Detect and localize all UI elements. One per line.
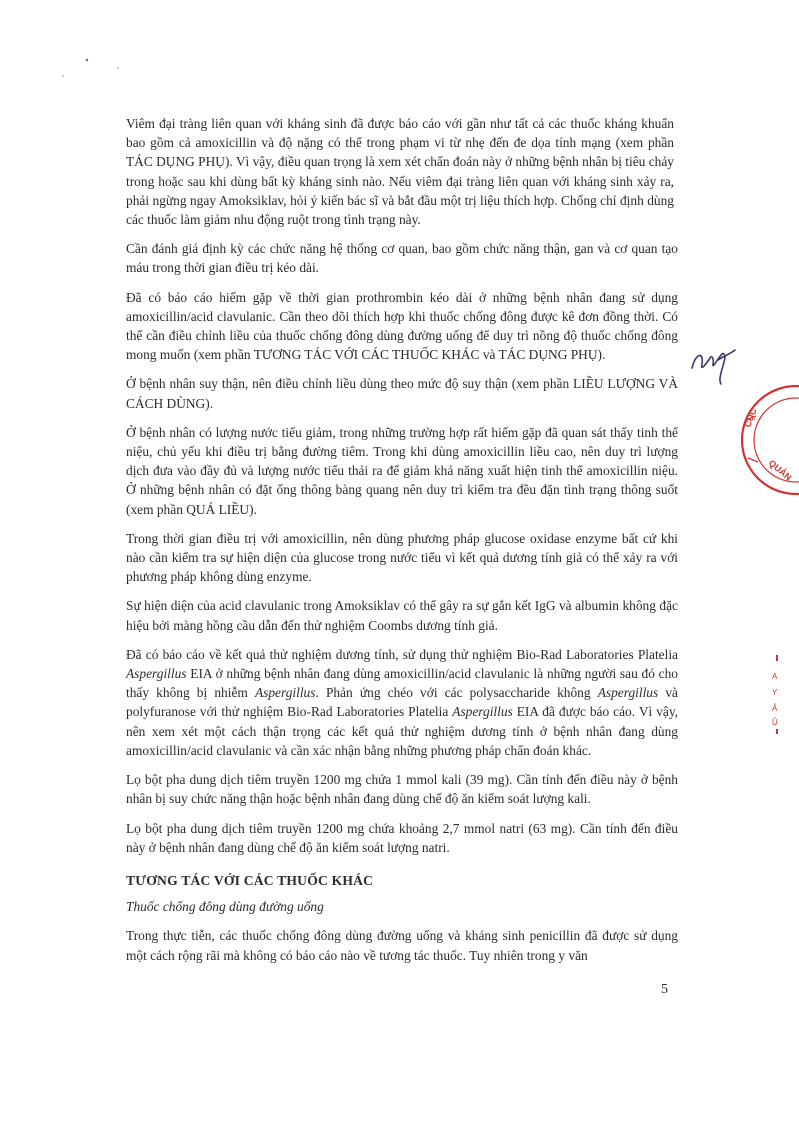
text-run: EIA ở những bệnh nhân đang dùng amoxicillin/acid clavulanic là những người sau đó cho thấy không bị nhiễm (126, 666, 678, 701)
document-body (126, 114, 678, 975)
italic-term: Aspergillus (452, 704, 513, 720)
italic-term: Aspergillus (126, 666, 187, 682)
svg-text:CỤC: CỤC (742, 406, 759, 429)
paragraph-aspergillus-test (126, 645, 678, 760)
paragraph-prothrombin: Đã có báo cáo hiếm gặp về thời gian prothrombin kéo dài ở những bệnh nhân đang sử dụng amoxicillin/acid clavulanic. Cần theo dõi thích hợp khi thuốc chống đông được kê đơn đồng thời. Có thể cần điều chỉnh liều của thuốc chống đông dùng đường uống để duy trì nồng độ thuốc chống đông mong muốn (xem phần TƯƠNG TÁC VỚI CÁC THUỐC KHÁC và TÁC DỤNG PHỤ). (126, 289, 678, 363)
text-run: và polyfuranose với thử nghiệm Bio-Rad Laboratories Platelia (126, 685, 678, 720)
paragraph-glucose-test: Trong thời gian điều trị với amoxicillin, nên dùng phương pháp glucose oxidase enzyme bất cứ khi nào cần kiểm tra sự hiện diện của glucose trong nước tiểu vì kết quả dương tính giả có thể xảy ra với phương pháp không dùng enzyme. (126, 530, 678, 585)
official-stamp (736, 380, 799, 505)
paragraph-anticoagulant-interaction: Trong thực tiễn, các thuốc chống đông dùng đường uống và kháng sinh penicillin đã được sử dụng một cách rộng rãi mà không có báo cáo nào về tương tác thuốc. Tuy nhiên trong y văn (126, 928, 678, 963)
paragraph-renal-impairment: Ở bệnh nhân suy thận, nên điều chỉnh liều dùng theo mức độ suy thận (xem phần LIỀU LƯỢNG VÀ CÁCH DÙNG). (126, 376, 678, 411)
margin-stamp-fragment (770, 655, 784, 740)
text-run: EIA đã được báo cáo. Vì vậy, nên xem xét một cách thận trọng các kết quả thử nghiệm dương tính ở bệnh nhân đang dùng amoxicillin/acid clavulanic và cần xác nhận bằng những phương pháp chẩn đoán khác. (126, 704, 678, 758)
paragraph-colitis: Viêm đại tràng liên quan với kháng sinh đã được báo cáo với gần như tất cả các thuốc kháng khuẩn bao gồm cả amoxicillin và độ nặng có thể trong phạm vi từ nhẹ đến đe dọa tính mạng (xem phần TÁC DỤNG PHỤ). Vì vậy, điều quan trọng là xem xét chẩn đoán này ở những bệnh nhân bị tiêu chảy trong hoặc sau khi dùng bất kỳ kháng sinh nào. Nếu viêm đại tràng liên quan với kháng sinh xảy ra, phải ngừng ngay Amoksiklav, hỏi ý kiến bác sĩ và bắt đầu một trị liệu thích hợp. Chống chỉ định dùng các thuốc làm giảm nhu động ruột trong tình trạng này. (126, 116, 674, 228)
italic-term: Aspergillus (254, 685, 316, 701)
svg-text:QUẢN: QUẢN (766, 457, 794, 483)
page-number: 5 (661, 982, 668, 997)
handwritten-signature (688, 338, 738, 391)
paragraph-potassium: Lọ bột pha dung dịch tiêm truyền 1200 mg chứa 1 mmol kali (39 mg). Cần tính đến điều này ở bệnh nhân bị suy chức năng thận hoặc bệnh nhân đang dùng chế độ ăn kiểm soát lượng kali. (126, 772, 678, 807)
svg-text:Ũ: Ũ (772, 718, 778, 727)
paragraph-crystalluria: Ở bệnh nhân có lượng nước tiểu giảm, trong những trường hợp rất hiếm gặp đã quan sát thấy tinh thể niệu, chủ yếu khi điều trị bằng đường tiêm. Trong khi dùng amoxicillin liều cao, nên duy trì lượng dịch đưa vào đầy đủ và lượng nước tiểu thải ra để giảm khả năng xuất hiện tinh thể amoxicillin niệu. Ở những bệnh nhân có đặt ống thông bàng quang nên duy trì kiểm tra đều đặn tình trạng thông suốt (xem phần QUÁ LIỀU). (126, 424, 678, 517)
paragraph-periodic-assessment: Cần đánh giá định kỳ các chức năng hệ thống cơ quan, bao gồm chức năng thận, gan và cơ quan tạo máu trong thời gian điều trị kéo dài. (126, 241, 678, 276)
text-run: Đã có báo cáo về kết quả thử nghiệm dương tính, sử dụng thử nghiệm Bio-Rad Laboratories Platelia (126, 646, 678, 662)
italic-term: Aspergillus (597, 685, 659, 701)
paragraph-sodium: Lọ bột pha dung dịch tiêm truyền 1200 mg chứa khoảng 2,7 mmol natri (63 mg). Cần tính đến điều này ở bệnh nhân đang dùng chế độ ăn kiểm soát lượng natri. (126, 820, 678, 855)
section-heading: TƯƠNG TÁC VỚI CÁC THUỐC KHÁC (126, 872, 374, 888)
svg-text:Y: Y (772, 688, 778, 697)
svg-text:Ả: Ả (772, 704, 778, 713)
scan-specks (60, 58, 130, 93)
svg-text:A: A (772, 672, 778, 681)
section-subheading: Thuốc chống đông dùng đường uống (126, 899, 324, 915)
text-run: . Phản ứng chéo với các polysaccharide không (315, 685, 598, 701)
paragraph-coombs-test: Sự hiện diện của acid clavulanic trong Amoksiklav có thể gây ra sự gắn kết IgG và albumin không đặc hiệu bởi màng hồng cầu dẫn đến thử nghiệm Coombs dương tính giả. (126, 598, 678, 633)
